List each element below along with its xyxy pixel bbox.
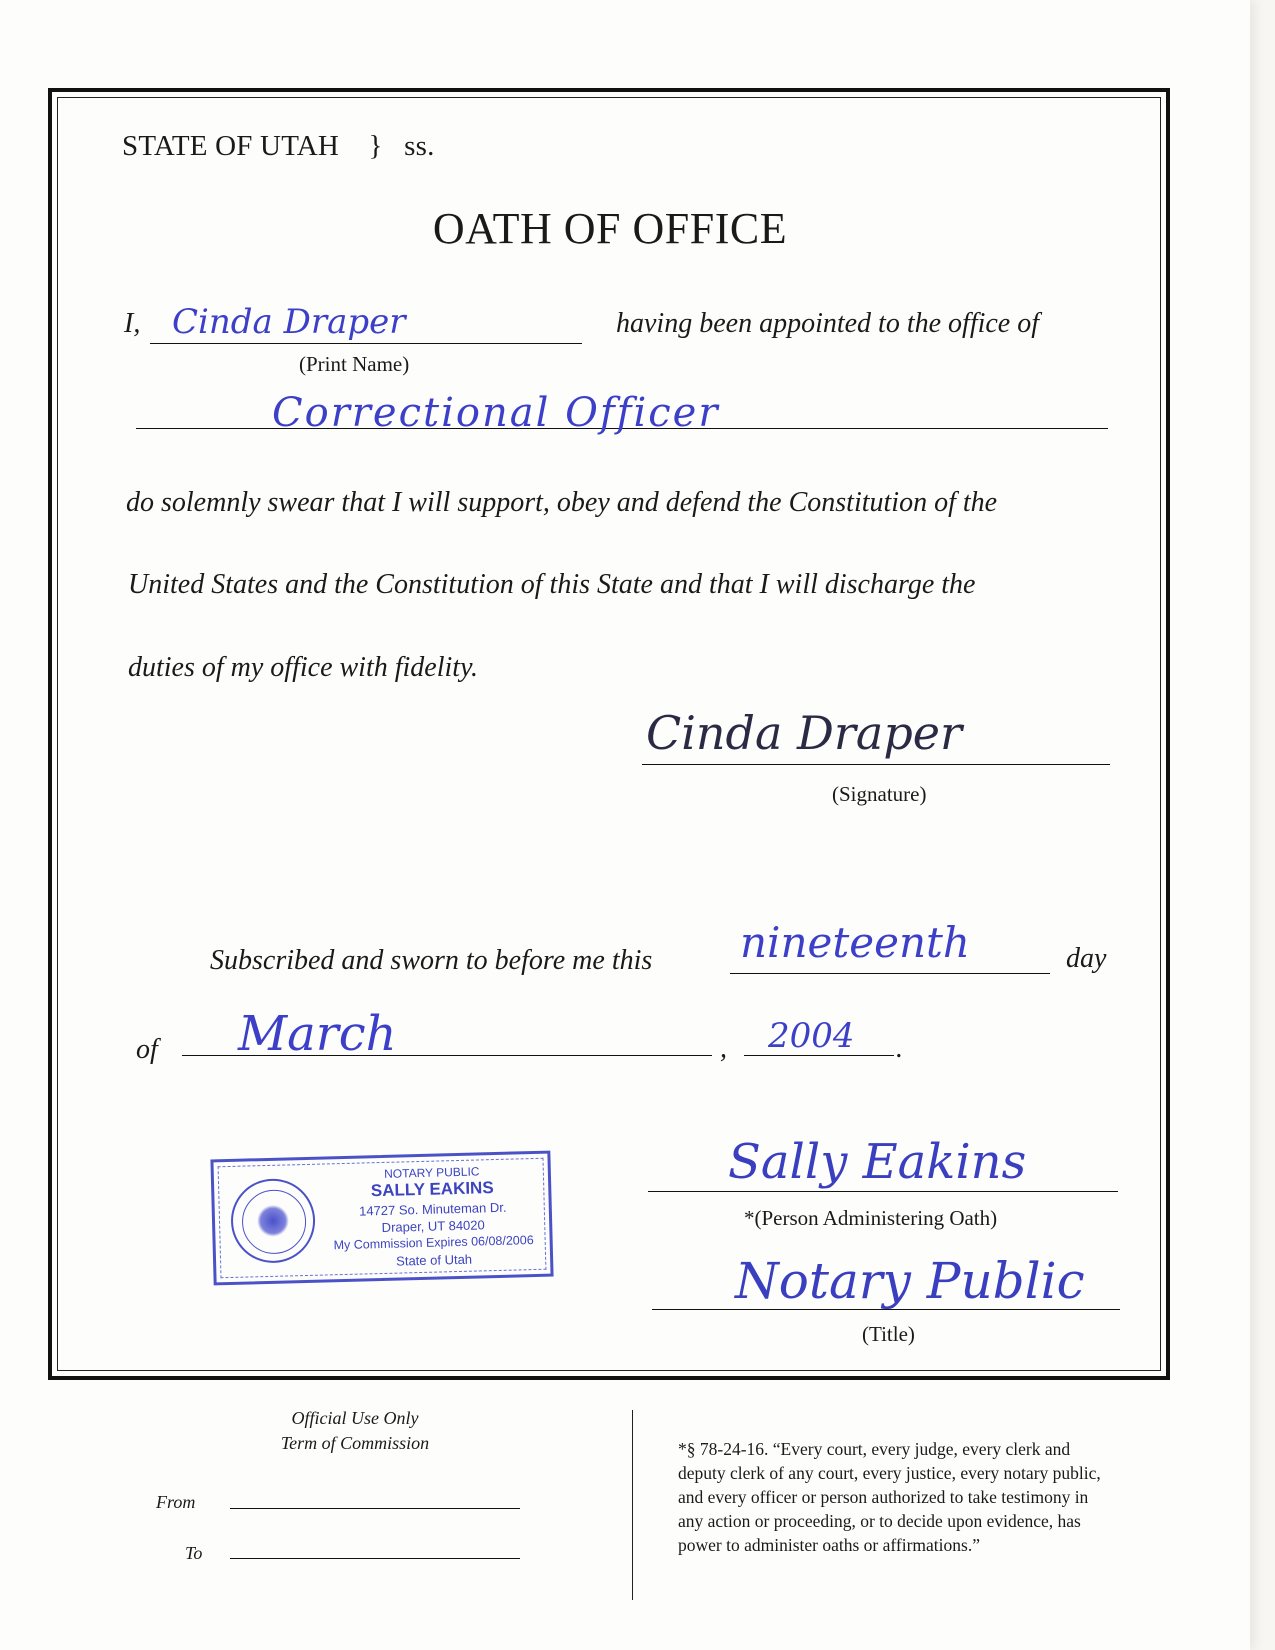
stamp-notary-name: SALLY EAKINS [370, 1178, 494, 1201]
from-field[interactable] [230, 1508, 520, 1509]
document-title: OATH OF OFFICE [432, 204, 788, 253]
year-period: . [896, 1033, 903, 1064]
from-label: From [156, 1492, 196, 1512]
administrator-label: *(Person Administering Oath) [744, 1206, 998, 1230]
footnote-line-3: and every officer or person authorized to take testimony in [678, 1487, 1089, 1507]
year-field[interactable]: 2004 [768, 1016, 855, 1056]
signature-line [642, 764, 1110, 765]
footnote-line-4: any action or proceeding, or to decide upon evidence, has [678, 1511, 1081, 1531]
appointed-text: having been appointed to the office of [616, 308, 1040, 339]
footnote-line-1: *§ 78-24-16. “Every court, every judge, every clerk and [678, 1439, 1071, 1459]
oath-body-line-1: do solemnly swear that I will support, obey and defend the Constitution of the [126, 487, 998, 518]
term-of-commission-heading: Term of Commission [280, 1433, 430, 1453]
footnote-line-2: deputy clerk of any court, every justice, every notary public, [678, 1463, 1101, 1483]
footer-divider [632, 1410, 633, 1600]
signature-label: (Signature) [832, 782, 927, 806]
of-label: of [136, 1034, 158, 1065]
to-label: To [185, 1543, 203, 1563]
day-line [730, 973, 1050, 974]
print-name-label: (Print Name) [299, 352, 410, 376]
oath-body-line-2: United States and the Constitution of this State and that I will discharge the [128, 569, 976, 600]
stamp-state: State of Utah [395, 1251, 473, 1269]
ss-label: ss. [404, 130, 435, 162]
venue-line [122, 130, 435, 163]
stamp-expiration: My Commission Expires 06/08/2006 [333, 1233, 534, 1253]
stamp-address: 14727 So. Minuteman Dr. [358, 1199, 507, 1219]
statute-footnote [678, 1437, 1198, 1557]
print-name-field[interactable]: Cinda Draper [172, 302, 406, 342]
official-use-heading: Official Use Only [291, 1408, 419, 1428]
stamp-notary-public: NOTARY PUBLIC [383, 1164, 480, 1181]
day-field[interactable]: nineteenth [740, 918, 970, 967]
signature-field[interactable]: Cinda Draper [646, 706, 962, 760]
office-field[interactable]: Correctional Officer [272, 390, 720, 436]
subscribed-text: Subscribed and sworn to before me this [210, 945, 653, 976]
administrator-title-field[interactable]: Notary Public [735, 1252, 1085, 1310]
print-name-line [150, 343, 582, 344]
to-field[interactable] [230, 1558, 520, 1559]
month-field[interactable]: March [238, 1006, 397, 1062]
footnote-line-5: power to administer oaths or affirmations.” [678, 1535, 980, 1555]
stamp-city: Draper, UT 84020 [381, 1217, 485, 1236]
day-label: day [1066, 943, 1107, 974]
i-prefix: I, [124, 308, 141, 339]
venue-brace: } [368, 130, 383, 162]
month-comma: , [720, 1033, 727, 1064]
title-label: (Title) [862, 1322, 915, 1346]
administrator-signature-field[interactable]: Sally Eakins [728, 1134, 1027, 1190]
notary-stamp [210, 1151, 553, 1286]
state-label: STATE OF UTAH [122, 130, 340, 162]
oath-body-line-3: duties of my office with fidelity. [128, 652, 478, 683]
administrator-signature-line [648, 1191, 1118, 1192]
